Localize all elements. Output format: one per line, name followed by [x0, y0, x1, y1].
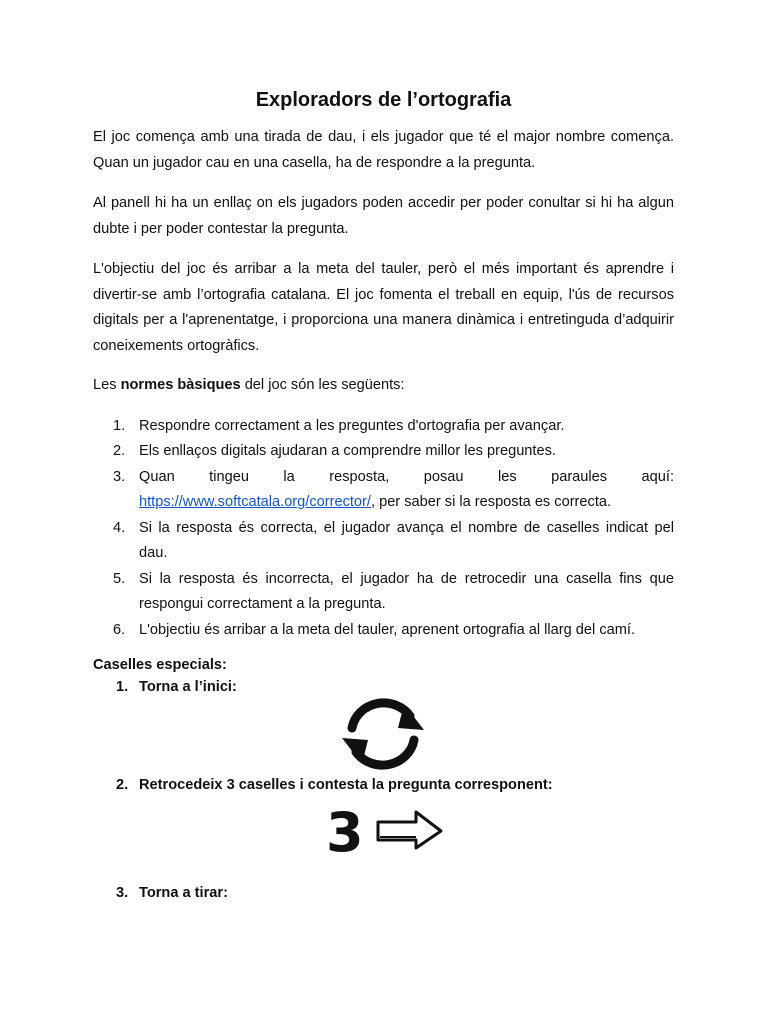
special-item-back-3: [93, 774, 674, 796]
rule-text-before: Quan tingeu la resposta, posau les paraules aquí:: [139, 468, 674, 485]
rule-text-after: , per saber si la resposta es correcta.: [370, 494, 612, 510]
rule-item: [93, 439, 674, 465]
rule-text: Respondre correctament a les preguntes d'ortografia per avançar.: [139, 417, 565, 434]
rule-item: [93, 516, 674, 567]
rule-text: L'objectiu és arribar a la meta del tauler, aprenent ortografia al llarg del camí.: [139, 621, 636, 638]
rule-number: 3.: [113, 468, 126, 485]
document-body: [93, 86, 674, 698]
rules-intro-bold: normes bàsiques: [120, 377, 241, 393]
rule-text: Si la resposta és incorrecta, el jugador ha de retrocedir una casella fins que respongui correctament a la pregunta.: [139, 570, 674, 612]
number-three-glyph: 3: [326, 804, 364, 856]
special-squares-title: Caselles especials:: [93, 657, 227, 673]
rules-intro: [93, 373, 674, 399]
rule-text: Els enllaços digitals ajudaran a comprendre millor les preguntes.: [139, 443, 556, 459]
circular-arrows-icon: [338, 694, 428, 774]
special-item-roll-again-wrap: [93, 882, 674, 904]
special-number: 2.: [116, 777, 129, 793]
corrector-link[interactable]: https://www.softcatala.org/corrector/: [139, 494, 371, 510]
special-item-roll-again: [93, 882, 674, 904]
special-label: Torna a tirar:: [139, 885, 228, 901]
special-label: Torna a l’inici:: [139, 679, 237, 695]
special-item-back-3-wrap: [93, 774, 674, 796]
rule-number: 5.: [113, 570, 126, 587]
intro-paragraph-3: L'objectiu del joc és arribar a la meta del tauler, però el més important és aprendre i divertir-se amb l’ortografia catalana. El joc fomenta el treball en equip, l'ús de recursos digitals per a l'aprenentatge, i proporciona una manera dinàmica i entretinguda d’adquirir coneixements ortogràfics.: [93, 261, 674, 354]
rule-text: Si la resposta és correcta, el jugador avança el nombre de caselles indicat pel dau.: [139, 519, 674, 561]
intro-paragraph-2: Al panell hi ha un enllaç on els jugadors poden accedir per poder conultar si hi ha algun dubte i per poder contestar la pregunta.: [93, 195, 674, 237]
special-label: Retrocedeix 3 caselles i contesta la pregunta corresponent:: [139, 777, 553, 793]
rules-intro-after: del joc són les següents:: [240, 377, 405, 393]
rule-number: 2.: [113, 443, 126, 459]
special-number: 3.: [116, 885, 129, 901]
rules-intro-before: Les: [93, 377, 121, 393]
rule-item: [93, 618, 674, 644]
rule-item: [93, 465, 674, 516]
rule-item: [93, 414, 674, 440]
rule-number: 1.: [113, 417, 126, 434]
document-title: Exploradors de l’ortografia: [255, 89, 512, 111]
number-three-arrow-icon: [324, 804, 446, 856]
special-number: 1.: [116, 679, 129, 695]
rule-number: 6.: [113, 621, 126, 638]
rules-list: [93, 414, 674, 644]
intro-paragraph-1: El joc comença amb una tirada de dau, i els jugador que té el major nombre comença. Quan un jugador cau en una casella, ha de respondre a la pregunta.: [93, 129, 674, 171]
rule-number: 4.: [113, 519, 126, 536]
rule-item: [93, 567, 674, 618]
